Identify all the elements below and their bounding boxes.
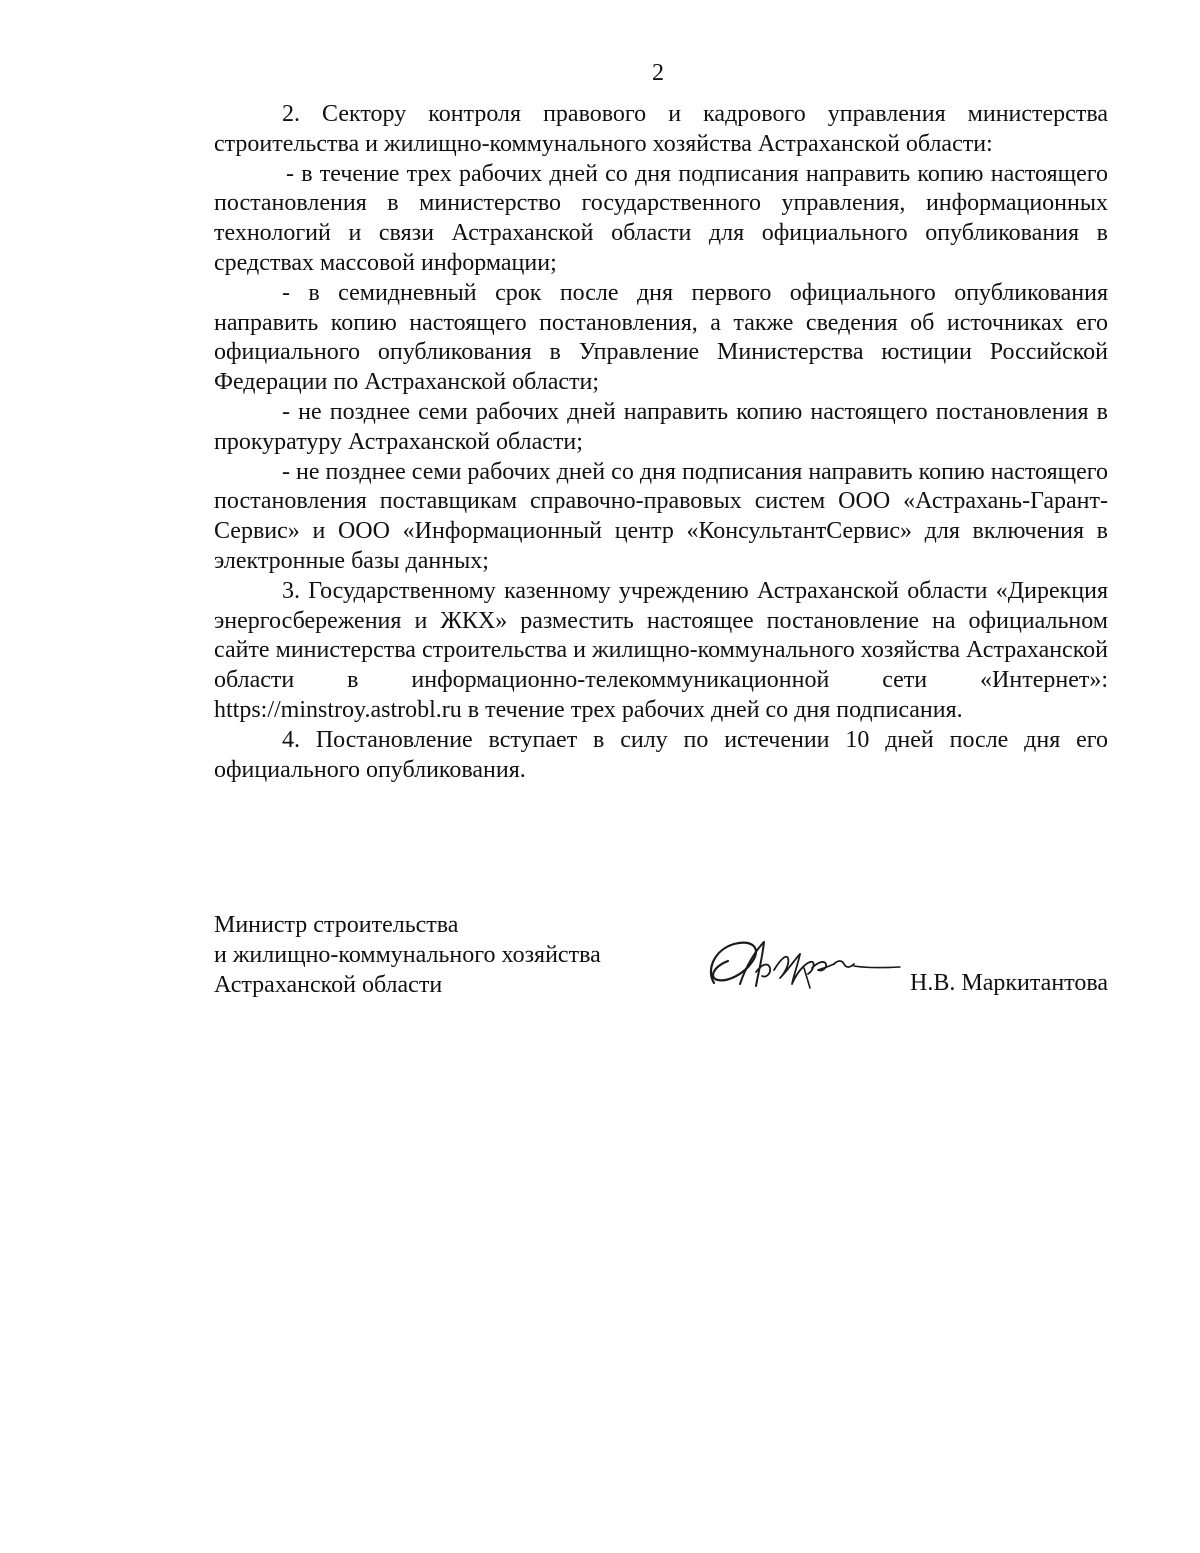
signatory-title-line: Министр строительства: [214, 912, 459, 938]
bullet-publication-copy: - в течение трех рабочих дней со дня подписания направить копию настоящего постановления в министерство государственного управления, информационных технологий и связи Астраханской области для официального опубликования в средствах массовой информации;: [214, 160, 1108, 276]
bullet-legal-systems: - не позднее семи рабочих дней со дня подписания направить копию настоящего постановления поставщикам справочно-правовых систем ООО «Астрахань-Гарант-Сервис» и ООО «Информационный центр «КонсультантСервис» для включения в электронные базы данных;: [214, 458, 1108, 574]
bullet-prosecutor: - не позднее семи рабочих дней направить копию настоящего постановления в прокуратуру Астраханской области;: [214, 398, 1108, 455]
document-body: [214, 100, 1108, 785]
signatory-title: [214, 910, 694, 1000]
signatory-title-line: Астраханской области: [214, 972, 443, 998]
paragraph-3: 3. Государственному казенному учреждению Астраханской области «Дирекция энергосбережения и ЖКХ» разместить настоящее постановление на официальном сайте министерства строительства и жилищно-коммунального хозяйства Астраханской области в информационно-телекоммуникационной сети «Интернет»: https://minstroy.astrobl.ru в течение трех рабочих дней со дня подписания.: [214, 577, 1108, 723]
page-number: 2: [652, 60, 664, 86]
signature-block: [214, 910, 1108, 1010]
signatory-name: Н.В. Маркитантова: [910, 970, 1108, 996]
handwritten-signature: [704, 928, 904, 1002]
paragraph-2: 2. Сектору контроля правового и кадрового управления министерства строительства и жилищно-коммунального хозяйства Астраханской области:: [214, 101, 1108, 157]
paragraph-4: 4. Постановление вступает в силу по истечении 10 дней после дня его официального опубликования.: [214, 726, 1108, 783]
bullet-justice-ministry: - в семидневный срок после дня первого официального опубликования направить копию настоящего постановления, а также сведения об источниках его официального опубликования в Управление Министерства юстиции Российской Федерации по Астраханской области;: [214, 279, 1108, 396]
signatory-title-line: и жилищно-коммунального хозяйства: [214, 942, 601, 968]
